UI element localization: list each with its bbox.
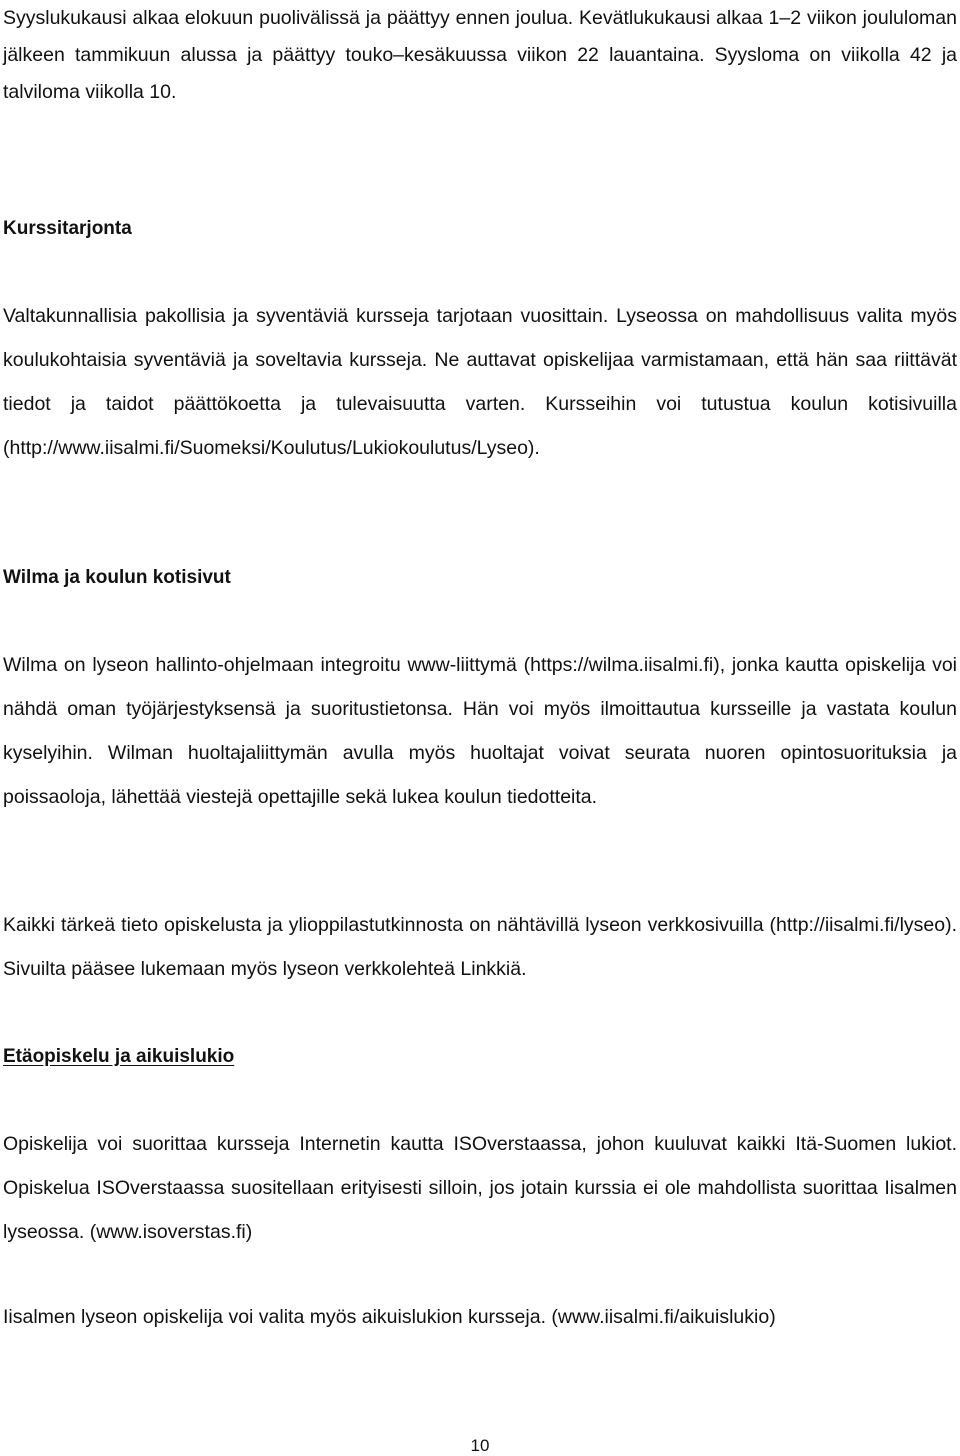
section-heading-wilma: Wilma ja koulun kotisivut — [3, 567, 231, 588]
wilma-paragraph: Wilma on lyseon hallinto-ohjelmaan integroitu www-liittymä (https://wilma.iisalmi.fi), jonka kautta opiskelija voi nähdä oman työjärjestyksensä ja suoritustietonsa. Hän voi myös ilmoittautua kursseille ja vastata koulun kyselyihin. Wilman huoltajaliittymän avulla myös huoltajat voivat seurata nuoren opintosuorituksia ja poissaoloja, lähettää viestejä opettajille sekä lukea koulun tiedotteita. — [3, 654, 957, 808]
etaopiskelu-paragraph: Opiskelija voi suorittaa kursseja Internetin kautta ISOverstaassa, johon kuuluvat kaikki Itä-Suomen lukiot. Opiskelua ISOverstaassa suositellaan erityisesti silloin, jos jotain kurssia ei ole mahdollista suorittaa Iisalmen lyseossa. (www.isoverstas.fi) — [3, 1133, 957, 1243]
aikuislukio-paragraph: Iisalmen lyseon opiskelija voi valita myös aikuislukion kursseja. (www.iisalmi.fi/aikuislukio) — [3, 1306, 776, 1328]
intro-paragraph: Syyslukukausi alkaa elokuun puolivälissä ja päättyy ennen joulua. Kevätlukukausi alkaa 1–2 viikon joululoman jälkeen tammikuun alussa ja päättyy touko–kesäkuussa viikon 22 lauantaina. Syysloma on viikolla 42 ja talviloma viikolla 10. — [3, 7, 957, 103]
kurssitarjonta-paragraph: Valtakunnallisia pakollisia ja syventäviä kursseja tarjotaan vuosittain. Lyseossa on mahdollisuus valita myös koulukohtaisia syventäviä ja soveltavia kursseja. Ne auttavat opiskelijaa varmistamaan, että hän saa riittävät tiedot ja taidot päättökoetta ja tulevaisuutta varten. Kursseihin voi tutustua koulun kotisivuilla (http://www.iisalmi.fi/Suomeksi/Koulutus/Lukiokoulutus/Lyseo). — [3, 305, 957, 459]
section-heading-etaopiskelu: Etäopiskelu ja aikuislukio — [3, 1046, 235, 1067]
page-number: 10 — [470, 1436, 490, 1455]
section-heading-kurssitarjonta: Kurssitarjonta — [3, 218, 132, 239]
kaikki-paragraph: Kaikki tärkeä tieto opiskelusta ja ylioppilastutkinnosta on nähtävillä lyseon verkkosivuilla (http://iisalmi.fi/lyseo). Sivuilta pääsee lukemaan myös lyseon verkkolehteä Linkkiä. — [3, 914, 957, 980]
